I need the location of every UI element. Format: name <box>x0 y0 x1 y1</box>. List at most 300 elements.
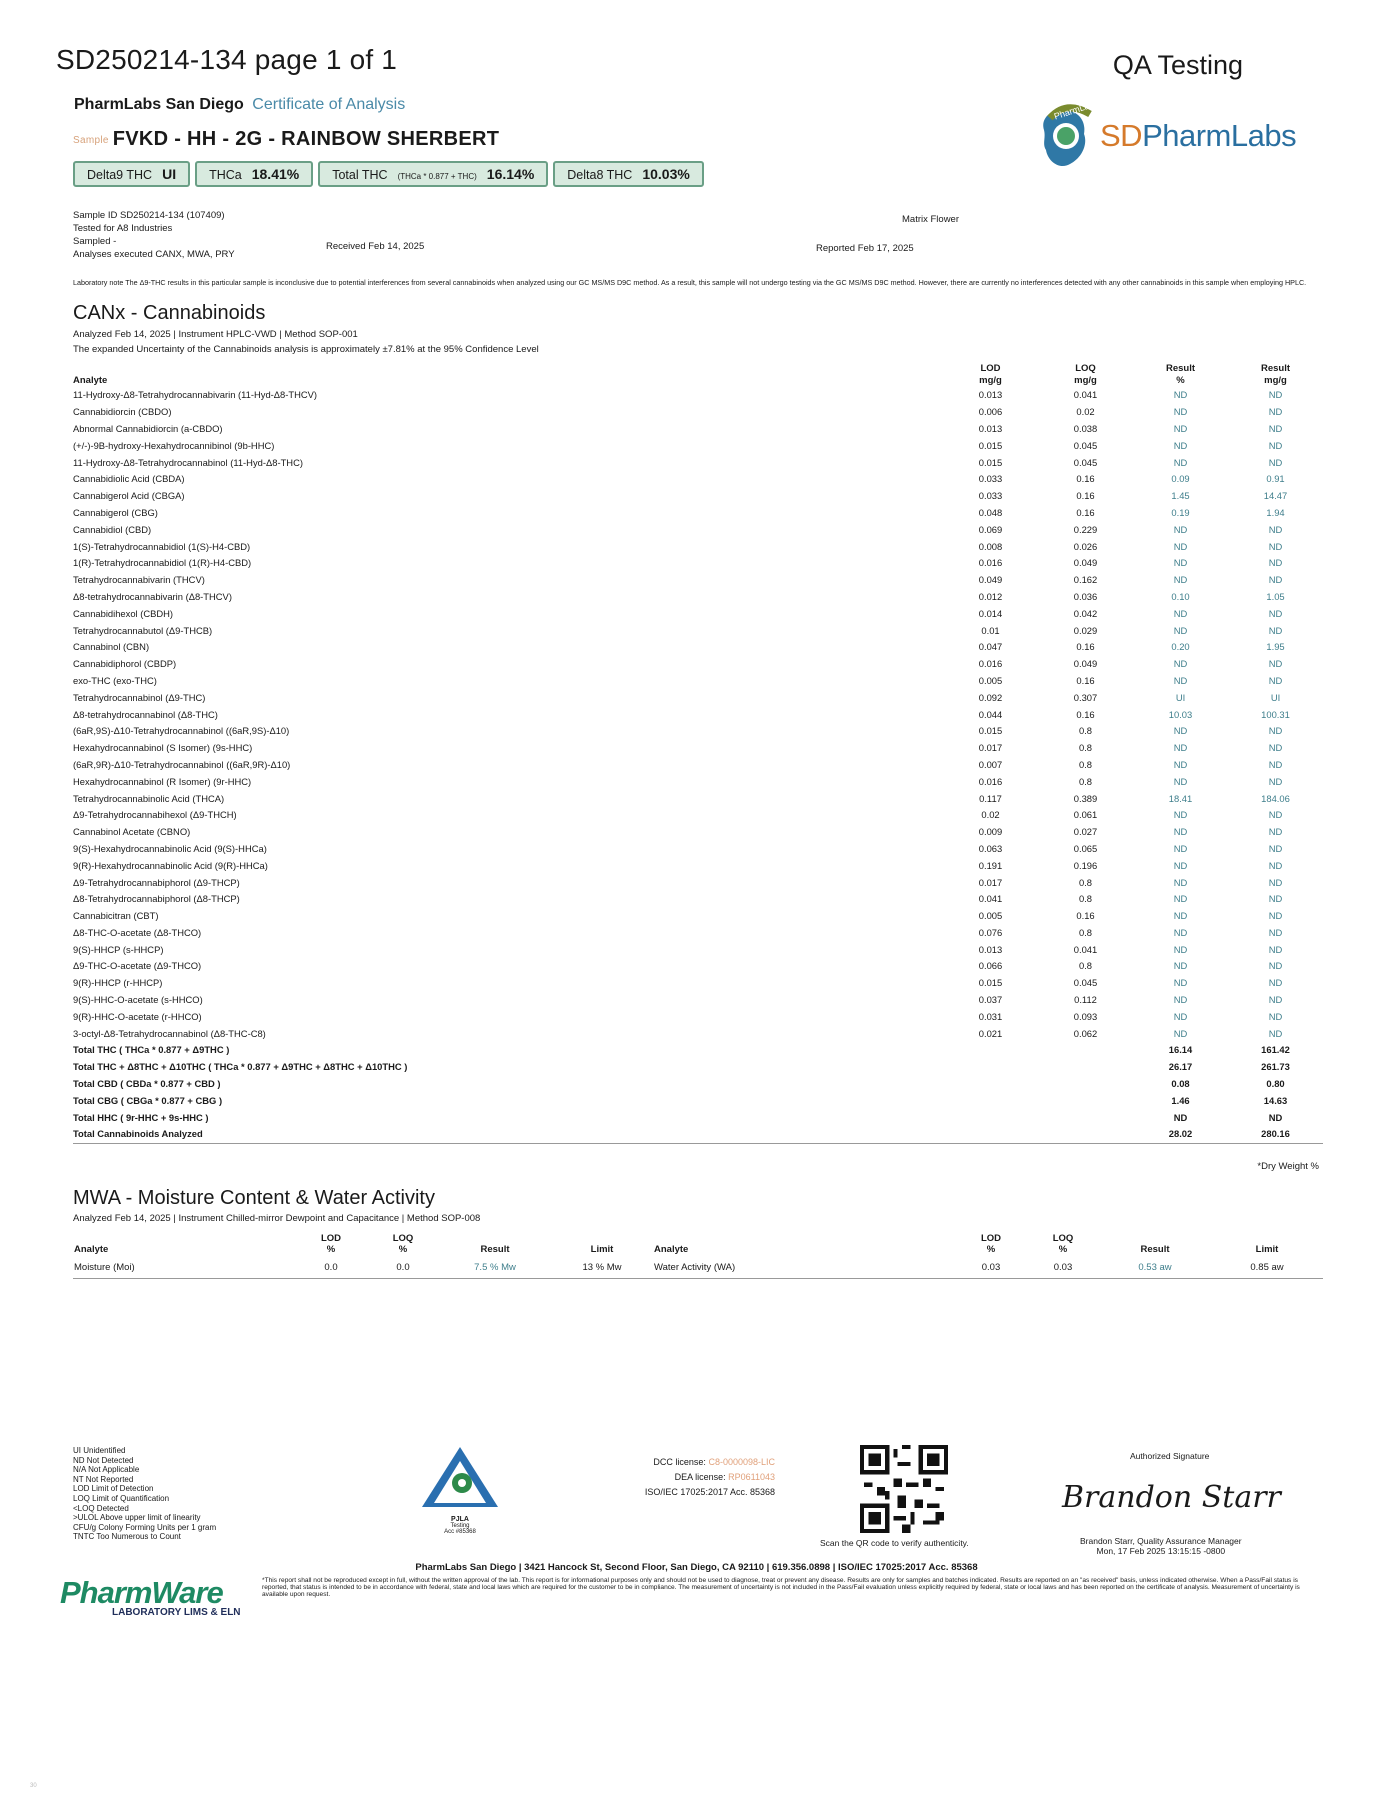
result-pct-cell: ND <box>1173 406 1188 418</box>
result-pct-cell: ND <box>1173 658 1188 670</box>
table-row <box>73 572 1323 589</box>
badge-delta8 <box>553 161 704 187</box>
table-row <box>73 1008 1323 1025</box>
result-mg-cell: ND <box>1268 960 1283 972</box>
result-mg-cell: ND <box>1268 607 1283 619</box>
total-label: Total HHC ( 9r-HHC + 9s-HHC ) <box>73 1111 209 1123</box>
result-mg-cell: ND <box>1268 1010 1283 1022</box>
cannabinoids-table <box>73 363 1323 1144</box>
total-row <box>73 1092 1323 1109</box>
result-mg-cell: 0.91 <box>1266 473 1285 485</box>
legend-item: LOD Limit of Detection <box>73 1484 154 1494</box>
analyte-cell: Cannabigerol Acid (CBGA) <box>73 490 185 502</box>
badge-value: 10.03% <box>642 166 690 182</box>
col-lod-label: LOD <box>980 363 1001 374</box>
total-label: Total Cannabinoids Analyzed <box>73 1126 943 1143</box>
lod-cell: 0.013 <box>978 389 1003 401</box>
result-pct-cell: ND <box>1173 960 1188 972</box>
legend-item: ND Not Detected <box>73 1455 134 1465</box>
loq-cell: 0.229 <box>1073 523 1098 535</box>
analyte-cell: Cannabidihexol (CBDH) <box>73 607 174 619</box>
badge-total-thc <box>318 161 548 187</box>
col-loq-unit: mg/g <box>1074 375 1097 386</box>
result-mg-cell: ND <box>1268 742 1283 754</box>
analyte-cell: 3-octyl-Δ8-Tetrahydrocannabinol (Δ8-THC-C8) <box>73 1027 266 1039</box>
analyte-cell: 9(R)-HHC-O-acetate (r-HHCO) <box>73 1010 202 1022</box>
col-loq <box>367 1228 439 1256</box>
col-limit: Limit <box>590 1244 614 1255</box>
logo-word: PharmLabs <box>1142 118 1297 153</box>
loq-cell: 0.038 <box>1073 422 1098 434</box>
logo-mark-text: PharmLabs <box>1052 100 1100 122</box>
table-row <box>73 538 1323 555</box>
empty-cell <box>1038 1059 1133 1076</box>
result-pct-cell: ND <box>1173 859 1188 871</box>
result-mg-cell: ND <box>1268 758 1283 770</box>
lod-cell: 0.076 <box>978 926 1003 938</box>
analyte-cell: Cannabidiolic Acid (CBDA) <box>73 473 185 485</box>
loq-cell: 0.8 <box>1078 758 1093 770</box>
dcc-license <box>600 1455 775 1470</box>
result-pct-cell: 0.09 <box>1171 473 1190 485</box>
table-row <box>73 723 1323 740</box>
badge-label: THCa <box>209 168 242 182</box>
qr-code-icon[interactable] <box>860 1445 948 1533</box>
lod-cell: 0.015 <box>978 725 1003 737</box>
empty-cell <box>943 1092 1038 1109</box>
result-pct-cell: ND <box>1173 624 1188 636</box>
dea-license <box>600 1470 775 1485</box>
loq-cell: 0.112 <box>1074 994 1097 1006</box>
lod-cell: 0.041 <box>978 893 1003 905</box>
loq-cell: 0.8 <box>1078 876 1093 888</box>
analyte-cell: Hexahydrocannabinol (R Isomer) (9r-HHC) <box>73 775 252 787</box>
total-label: Total CBD ( CBDa * 0.877 + CBD ) <box>73 1078 221 1090</box>
col-result: Result <box>480 1244 510 1255</box>
legend-item: N/A Not Applicable <box>73 1465 140 1475</box>
legend-item: LOQ Limit of Quantification <box>73 1493 170 1503</box>
legend-item: UI Unidentified <box>73 1446 126 1455</box>
table-row <box>73 505 1323 522</box>
result-mg-cell: ND <box>1268 977 1283 989</box>
legend-item: >ULOL Above upper limit of linearity <box>73 1513 201 1523</box>
loq-cell: 0.062 <box>1073 1027 1098 1039</box>
loq-cell: 0.307 <box>1073 691 1098 703</box>
loq-cell: 0.041 <box>1073 389 1098 401</box>
col-result-label: Result <box>1260 363 1291 374</box>
lod-cell: 0.009 <box>978 826 1003 838</box>
table-row <box>73 740 1323 757</box>
loq-cell: 0.049 <box>1073 658 1098 670</box>
empty-cell <box>943 1059 1038 1076</box>
result-mg-cell: ND <box>1268 1027 1283 1039</box>
badge-value: 16.14% <box>486 166 535 182</box>
lod-cell: 0.021 <box>978 1027 1003 1039</box>
dea-value: RP0611043 <box>728 1472 775 1482</box>
result-pct-cell: ND <box>1173 994 1188 1006</box>
result-pct-cell: ND <box>1173 557 1188 569</box>
result-mg-cell: ND <box>1268 624 1283 636</box>
total-mg: 0.80 <box>1266 1078 1285 1090</box>
result-pct-cell: ND <box>1173 826 1188 838</box>
result-pct-cell: ND <box>1173 456 1188 468</box>
table-row <box>73 639 1323 656</box>
result-mg-cell: 1.05 <box>1266 590 1285 602</box>
loq-water-activity: 0.03 <box>1027 1256 1099 1279</box>
dea-label: DEA license: <box>674 1472 726 1482</box>
laboratory-note: Laboratory note The Δ9-THC results in this particular sample is inconclusive due to potential interferences from several cannabinoids when analyzed using our GC MS/MS D9C method. As a result, this sample will not undergo testing via the GC MS/MS D9C method. However, there are currently no interferences detected with any other cannabinoids in this sample when employing HPLC. <box>73 278 1307 287</box>
total-pct: ND <box>1173 1111 1188 1123</box>
col-result-pct <box>1133 363 1228 387</box>
result-pct-cell: 0.20 <box>1171 641 1190 653</box>
table-row <box>73 925 1323 942</box>
table-header-row <box>73 363 1323 387</box>
empty-cell <box>943 1076 1038 1093</box>
lod-cell: 0.016 <box>978 775 1003 787</box>
empty-cell <box>1038 1109 1133 1126</box>
sdpharmlabs-logo <box>1030 100 1320 180</box>
analyte-cell: Tetrahydrocannabinol (Δ9-THC) <box>73 691 206 703</box>
analyte-cell: (+/-)-9B-hydroxy-Hexahydrocannibinol (9b-HHC) <box>73 439 275 451</box>
result-mg-cell: ND <box>1268 523 1283 535</box>
analyte-cell: 1(S)-Tetrahydrocannabidiol (1(S)-H4-CBD) <box>73 540 251 552</box>
col-loq-unit: % <box>398 1244 408 1255</box>
canx-analyzed: Analyzed Feb 14, 2025 | Instrument HPLC-VWD | Method SOP-001 <box>73 329 358 340</box>
col-loq-2 <box>1027 1228 1099 1256</box>
result-mg-cell: ND <box>1268 775 1283 787</box>
lod-cell: 0.008 <box>978 540 1003 552</box>
pjla-triangle-icon <box>420 1445 500 1517</box>
col-loq <box>1038 363 1133 387</box>
received-date: Received Feb 14, 2025 <box>326 241 425 252</box>
result-mg-cell: ND <box>1268 540 1283 552</box>
result-mg-cell: 14.47 <box>1263 490 1288 502</box>
lod-cell: 0.01 <box>981 624 1000 636</box>
lod-cell: 0.047 <box>978 641 1003 653</box>
col-loq-label: LOQ <box>1075 363 1096 374</box>
result-pct-cell: ND <box>1173 1027 1188 1039</box>
badge-label: Total THC <box>332 168 388 182</box>
analyte-cell: 9(R)-HHCP (r-HHCP) <box>73 977 163 989</box>
result-mg-cell: ND <box>1268 422 1283 434</box>
table-row <box>73 488 1323 505</box>
result-water-activity: 0.53 aw <box>1099 1256 1211 1279</box>
analyte-cell: 9(S)-HHC-O-acetate (s-HHCO) <box>73 994 203 1006</box>
analyte-cell: Abnormal Cannabidiorcin (a-CBDO) <box>73 422 223 434</box>
badge-label: Delta8 THC <box>567 168 633 182</box>
col-result-label: Result <box>1165 363 1196 374</box>
lod-cell: 0.049 <box>978 574 1003 586</box>
loq-cell: 0.093 <box>1073 1010 1098 1022</box>
table-row <box>73 807 1323 824</box>
col-lod-label: LOD <box>980 1233 1002 1244</box>
empty-cell <box>1038 1076 1133 1093</box>
col-lod-unit: % <box>986 1244 996 1255</box>
result-mg-cell: 1.94 <box>1266 506 1285 518</box>
result-pct-cell: ND <box>1173 389 1188 401</box>
result-mg-cell: ND <box>1268 674 1283 686</box>
result-mg-cell: ND <box>1268 994 1283 1006</box>
analyte-cell: 11-Hydroxy-Δ8-Tetrahydrocannabinol (11-Hyd-Δ8-THC) <box>73 456 303 468</box>
result-mg-cell: ND <box>1268 658 1283 670</box>
sample-id: Sample ID SD250214-134 (107409) <box>73 210 225 221</box>
california-globe-icon <box>1030 100 1110 178</box>
meta-left <box>73 209 235 261</box>
mwa-analyzed: Analyzed Feb 14, 2025 | Instrument Chilled-mirror Dewpoint and Capacitance | Method SOP-008 <box>73 1213 481 1224</box>
loq-cell: 0.16 <box>1076 490 1095 502</box>
signer-name: Brandon Starr, Quality Assurance Manager <box>1080 1536 1242 1546</box>
result-pct-cell: UI <box>1175 691 1186 703</box>
analyte-cell: Cannabinol Acetate (CBNO) <box>73 826 191 838</box>
col-lod-label: LOD <box>320 1233 342 1244</box>
license-block <box>600 1455 775 1500</box>
total-pct: 26.17 <box>1168 1061 1193 1073</box>
canx-uncertainty: The expanded Uncertainty of the Cannabinoids analysis is approximately ±7.81% at the 95% Confidence Level <box>73 344 539 355</box>
empty-cell <box>943 1109 1038 1126</box>
lod-cell: 0.033 <box>978 490 1003 502</box>
lod-cell: 0.013 <box>978 943 1003 955</box>
analyte-cell: 9(S)-Hexahydrocannabinolic Acid (9(S)-HHCa) <box>73 842 267 854</box>
empty-cell <box>1038 1092 1133 1109</box>
logo-prefix: SD <box>1100 118 1143 153</box>
result-pct-cell: ND <box>1173 758 1188 770</box>
total-row <box>73 1126 1323 1143</box>
loq-cell: 0.065 <box>1073 842 1098 854</box>
limit-water-activity: 0.85 aw <box>1211 1256 1323 1279</box>
total-label: Total CBG ( CBGa * 0.877 + CBG ) <box>73 1094 223 1106</box>
disclaimer: *This report shall not be reproduced except in full, without the written approval of the lab. This report is for informational purposes only and should not be used to diagnose, treat or prevent any disease. Results are only for samples and batches indicated. Results are reported on an "as received" basis, unless indicated otherwise. When a Pass/Fail status is reported, that status is intended to be in accordance with federal, state and local laws which are required for the customer to be in compliance. The measurement of uncertainty is not included in the Pass/Fail evaluation unless explicitly required by federal, state or local laws and has been reported on the certificate of analysis. Measurement of uncertainty is available upon request. <box>262 1577 1300 1598</box>
loq-cell: 0.8 <box>1078 893 1093 905</box>
pharmware-wordmark: PharmWare <box>60 1575 223 1610</box>
result-mg-cell: ND <box>1268 826 1283 838</box>
table-row <box>73 992 1323 1009</box>
lod-cell: 0.048 <box>978 506 1003 518</box>
col-limit-2: Limit <box>1255 1244 1279 1255</box>
badge-label: Delta9 THC <box>87 168 153 182</box>
sample-name: FVKD - HH - 2G - RAINBOW SHERBERT <box>112 128 500 150</box>
empty-cell <box>1038 1126 1133 1143</box>
loq-cell: 0.041 <box>1073 943 1098 955</box>
table-row <box>73 857 1323 874</box>
loq-cell: 0.027 <box>1073 826 1098 838</box>
lod-cell: 0.013 <box>978 422 1003 434</box>
lod-cell: 0.005 <box>978 910 1003 922</box>
analyses-executed: Analyses executed CANX, MWA, PRY <box>73 249 235 260</box>
loq-cell: 0.16 <box>1076 473 1095 485</box>
lod-cell: 0.033 <box>978 473 1003 485</box>
col-result-unit: % <box>1176 375 1185 386</box>
table-row <box>73 790 1323 807</box>
result-pct-cell: ND <box>1173 893 1188 905</box>
result-pct-cell: ND <box>1173 809 1188 821</box>
lod-cell: 0.044 <box>978 708 1003 720</box>
analyte-cell: 1(R)-Tetrahydrocannabidiol (1(R)-H4-CBD) <box>73 557 252 569</box>
lod-cell: 0.015 <box>978 456 1003 468</box>
col-loq-label: LOQ <box>392 1233 414 1244</box>
result-mg-cell: ND <box>1268 859 1283 871</box>
table-row <box>73 824 1323 841</box>
analyte-cell: Cannabidiol (CBD) <box>73 523 152 535</box>
loq-cell: 0.8 <box>1078 725 1093 737</box>
result-pct-cell: ND <box>1173 910 1188 922</box>
total-label: Total THC + Δ8THC + Δ10THC ( THCa * 0.877 + Δ9THC + Δ8THC + Δ10THC ) <box>73 1061 408 1073</box>
table-row <box>73 387 1323 404</box>
table-row <box>73 891 1323 908</box>
total-pct: 0.08 <box>1171 1078 1190 1090</box>
table-row <box>73 773 1323 790</box>
legend-item: NT Not Reported <box>73 1474 134 1484</box>
pjla-label: PJLA <box>451 1516 469 1523</box>
pharmware-logo <box>60 1575 241 1618</box>
analyte-cell: Δ8-tetrahydrocannabinol (Δ8-THC) <box>73 708 218 720</box>
badge-delta9 <box>73 161 190 187</box>
result-mg-cell: ND <box>1268 876 1283 888</box>
table-row <box>73 605 1323 622</box>
matrix: Matrix Flower <box>902 214 960 225</box>
loq-cell: 0.02 <box>1076 406 1095 418</box>
table-row <box>73 841 1323 858</box>
col-analyte: Analyte <box>74 1244 109 1255</box>
total-pct: 28.02 <box>1133 1126 1228 1143</box>
analyte-cell: 9(R)-Hexahydrocannabinolic Acid (9(R)-HHCa) <box>73 859 268 871</box>
lod-cell: 0.066 <box>978 960 1003 972</box>
legend-item: TNTC Too Numerous to Count <box>73 1532 181 1542</box>
analyte-cell: Tetrahydrocannabivarin (THCV) <box>73 574 205 586</box>
page-mark: 30 <box>30 1783 37 1789</box>
analyte-moisture: Moisture (Moi) <box>73 1256 295 1279</box>
sampled: Sampled - <box>73 236 117 247</box>
result-pct-cell: ND <box>1173 842 1188 854</box>
abbreviation-legend <box>73 1446 216 1542</box>
pjla-acc: Acc #85368 <box>444 1529 476 1535</box>
lod-cell: 0.191 <box>978 859 1003 871</box>
legend-item: CFU/g Colony Forming Units per 1 gram <box>73 1522 217 1532</box>
analyte-water-activity: Water Activity (WA) <box>653 1256 955 1279</box>
total-mg: 161.42 <box>1261 1044 1290 1056</box>
analyte-cell: Cannabigerol (CBG) <box>73 506 158 518</box>
analyte-cell: Tetrahydrocannabinolic Acid (THCA) <box>73 792 225 804</box>
legend-item: <LOQ Detected <box>73 1503 129 1513</box>
dcc-label: DCC license: <box>653 1457 706 1467</box>
empty-cell <box>1038 1042 1133 1059</box>
lod-cell: 0.017 <box>978 876 1003 888</box>
analyte-cell: Cannabinol (CBN) <box>73 641 150 653</box>
badge-value: 18.41% <box>251 166 300 182</box>
col-analyte-2: Analyte <box>654 1244 689 1255</box>
result-mg-cell: ND <box>1268 406 1283 418</box>
summary-badges <box>73 161 704 187</box>
analyte-cell: Cannabicitran (CBT) <box>73 910 159 922</box>
analyte-cell: Hexahydrocannabinol (S Isomer) (9s-HHC) <box>73 742 253 754</box>
loq-moisture: 0.0 <box>367 1256 439 1279</box>
lod-cell: 0.092 <box>978 691 1003 703</box>
total-row <box>73 1109 1323 1126</box>
loq-cell: 0.8 <box>1078 926 1093 938</box>
result-pct-cell: ND <box>1173 540 1188 552</box>
lod-cell: 0.005 <box>978 674 1003 686</box>
result-pct-cell: ND <box>1173 742 1188 754</box>
result-mg-cell: ND <box>1268 439 1283 451</box>
lod-moisture: 0.0 <box>295 1256 367 1279</box>
result-pct-cell: ND <box>1173 523 1188 535</box>
result-pct-cell: ND <box>1173 422 1188 434</box>
loq-cell: 0.196 <box>1073 859 1098 871</box>
table-row <box>73 941 1323 958</box>
analyte-cell: Tetrahydrocannabutol (Δ9-THCB) <box>73 624 213 636</box>
result-pct-cell: ND <box>1173 775 1188 787</box>
result-pct-cell: ND <box>1173 439 1188 451</box>
analyte-cell: (6aR,9R)-Δ10-Tetrahydrocannabinol ((6aR,9R)-Δ10) <box>73 758 291 770</box>
analyte-cell: (6aR,9S)-Δ10-Tetrahydrocannabinol ((6aR,9S)-Δ10) <box>73 725 290 737</box>
table-header-row <box>73 1228 1323 1256</box>
empty-cell <box>943 1126 1038 1143</box>
table-row <box>73 1256 1323 1279</box>
lod-cell: 0.017 <box>978 742 1003 754</box>
loq-cell: 0.045 <box>1073 977 1098 989</box>
analyte-cell: Δ8-tetrahydrocannabivarin (Δ8-THCV) <box>73 590 232 602</box>
result-mg-cell: ND <box>1268 456 1283 468</box>
result-mg-cell: 100.31 <box>1261 708 1290 720</box>
result-mg-cell: ND <box>1268 725 1283 737</box>
loq-cell: 0.036 <box>1073 590 1098 602</box>
result-mg-cell: ND <box>1268 926 1283 938</box>
reported-date: Reported Feb 17, 2025 <box>816 243 914 254</box>
iso-accreditation: ISO/IEC 17025:2017 Acc. 85368 <box>644 1487 775 1497</box>
badge-thca <box>195 161 313 187</box>
result-pct-cell: ND <box>1173 926 1188 938</box>
result-mg-cell: ND <box>1268 557 1283 569</box>
col-lod <box>295 1228 367 1256</box>
loq-cell: 0.029 <box>1073 624 1098 636</box>
loq-cell: 0.049 <box>1073 557 1098 569</box>
result-pct-cell: ND <box>1173 674 1188 686</box>
total-mg: 14.63 <box>1263 1094 1288 1106</box>
col-result-unit: mg/g <box>1264 375 1287 386</box>
coa-label: Certificate of Analysis <box>252 96 406 113</box>
table-row <box>73 656 1323 673</box>
result-mg-cell: ND <box>1268 809 1283 821</box>
total-label: Total THC ( THCa * 0.877 + Δ9THC ) <box>73 1044 230 1056</box>
table-row <box>73 421 1323 438</box>
pjla-accreditation-badge <box>420 1445 500 1535</box>
analyte-cell: exo-THC (exo-THC) <box>73 674 157 686</box>
analyte-cell: Δ9-Tetrahydrocannabihexol (Δ9-THCH) <box>73 809 237 821</box>
lab-line <box>74 96 405 114</box>
dry-weight-note: *Dry Weight % <box>1257 1161 1319 1172</box>
analyte-cell: Cannabidiphorol (CBDP) <box>73 658 177 670</box>
authorized-signature-label: Authorized Signature <box>1130 1451 1210 1461</box>
table-row <box>73 589 1323 606</box>
loq-cell: 0.16 <box>1076 674 1095 686</box>
table-row <box>73 874 1323 891</box>
sample-line <box>73 128 499 151</box>
table-row <box>73 908 1323 925</box>
total-mg: ND <box>1268 1111 1283 1123</box>
lab-address: PharmLabs San Diego | 3421 Hancock St, Second Floor, San Diego, CA 92110 | 619.356.0898 | ISO/IEC 17025:2017 Acc. 85368 <box>415 1562 978 1573</box>
limit-moisture: 13 % Mw <box>551 1256 653 1279</box>
total-mg: 261.73 <box>1261 1061 1290 1073</box>
col-loq-unit: % <box>1058 1244 1068 1255</box>
table-row <box>73 689 1323 706</box>
result-mg-cell: UI <box>1270 691 1281 703</box>
sample-label: Sample <box>73 135 109 146</box>
result-pct-cell: 18.41 <box>1168 792 1193 804</box>
loq-cell: 0.042 <box>1073 607 1098 619</box>
analyte-cell: 11-Hydroxy-Δ8-Tetrahydrocannabivarin (11-Hyd-Δ8-THCV) <box>73 389 318 401</box>
lod-water-activity: 0.03 <box>955 1256 1027 1279</box>
canx-title: CANx - Cannabinoids <box>73 302 266 324</box>
result-mg-cell: ND <box>1268 389 1283 401</box>
